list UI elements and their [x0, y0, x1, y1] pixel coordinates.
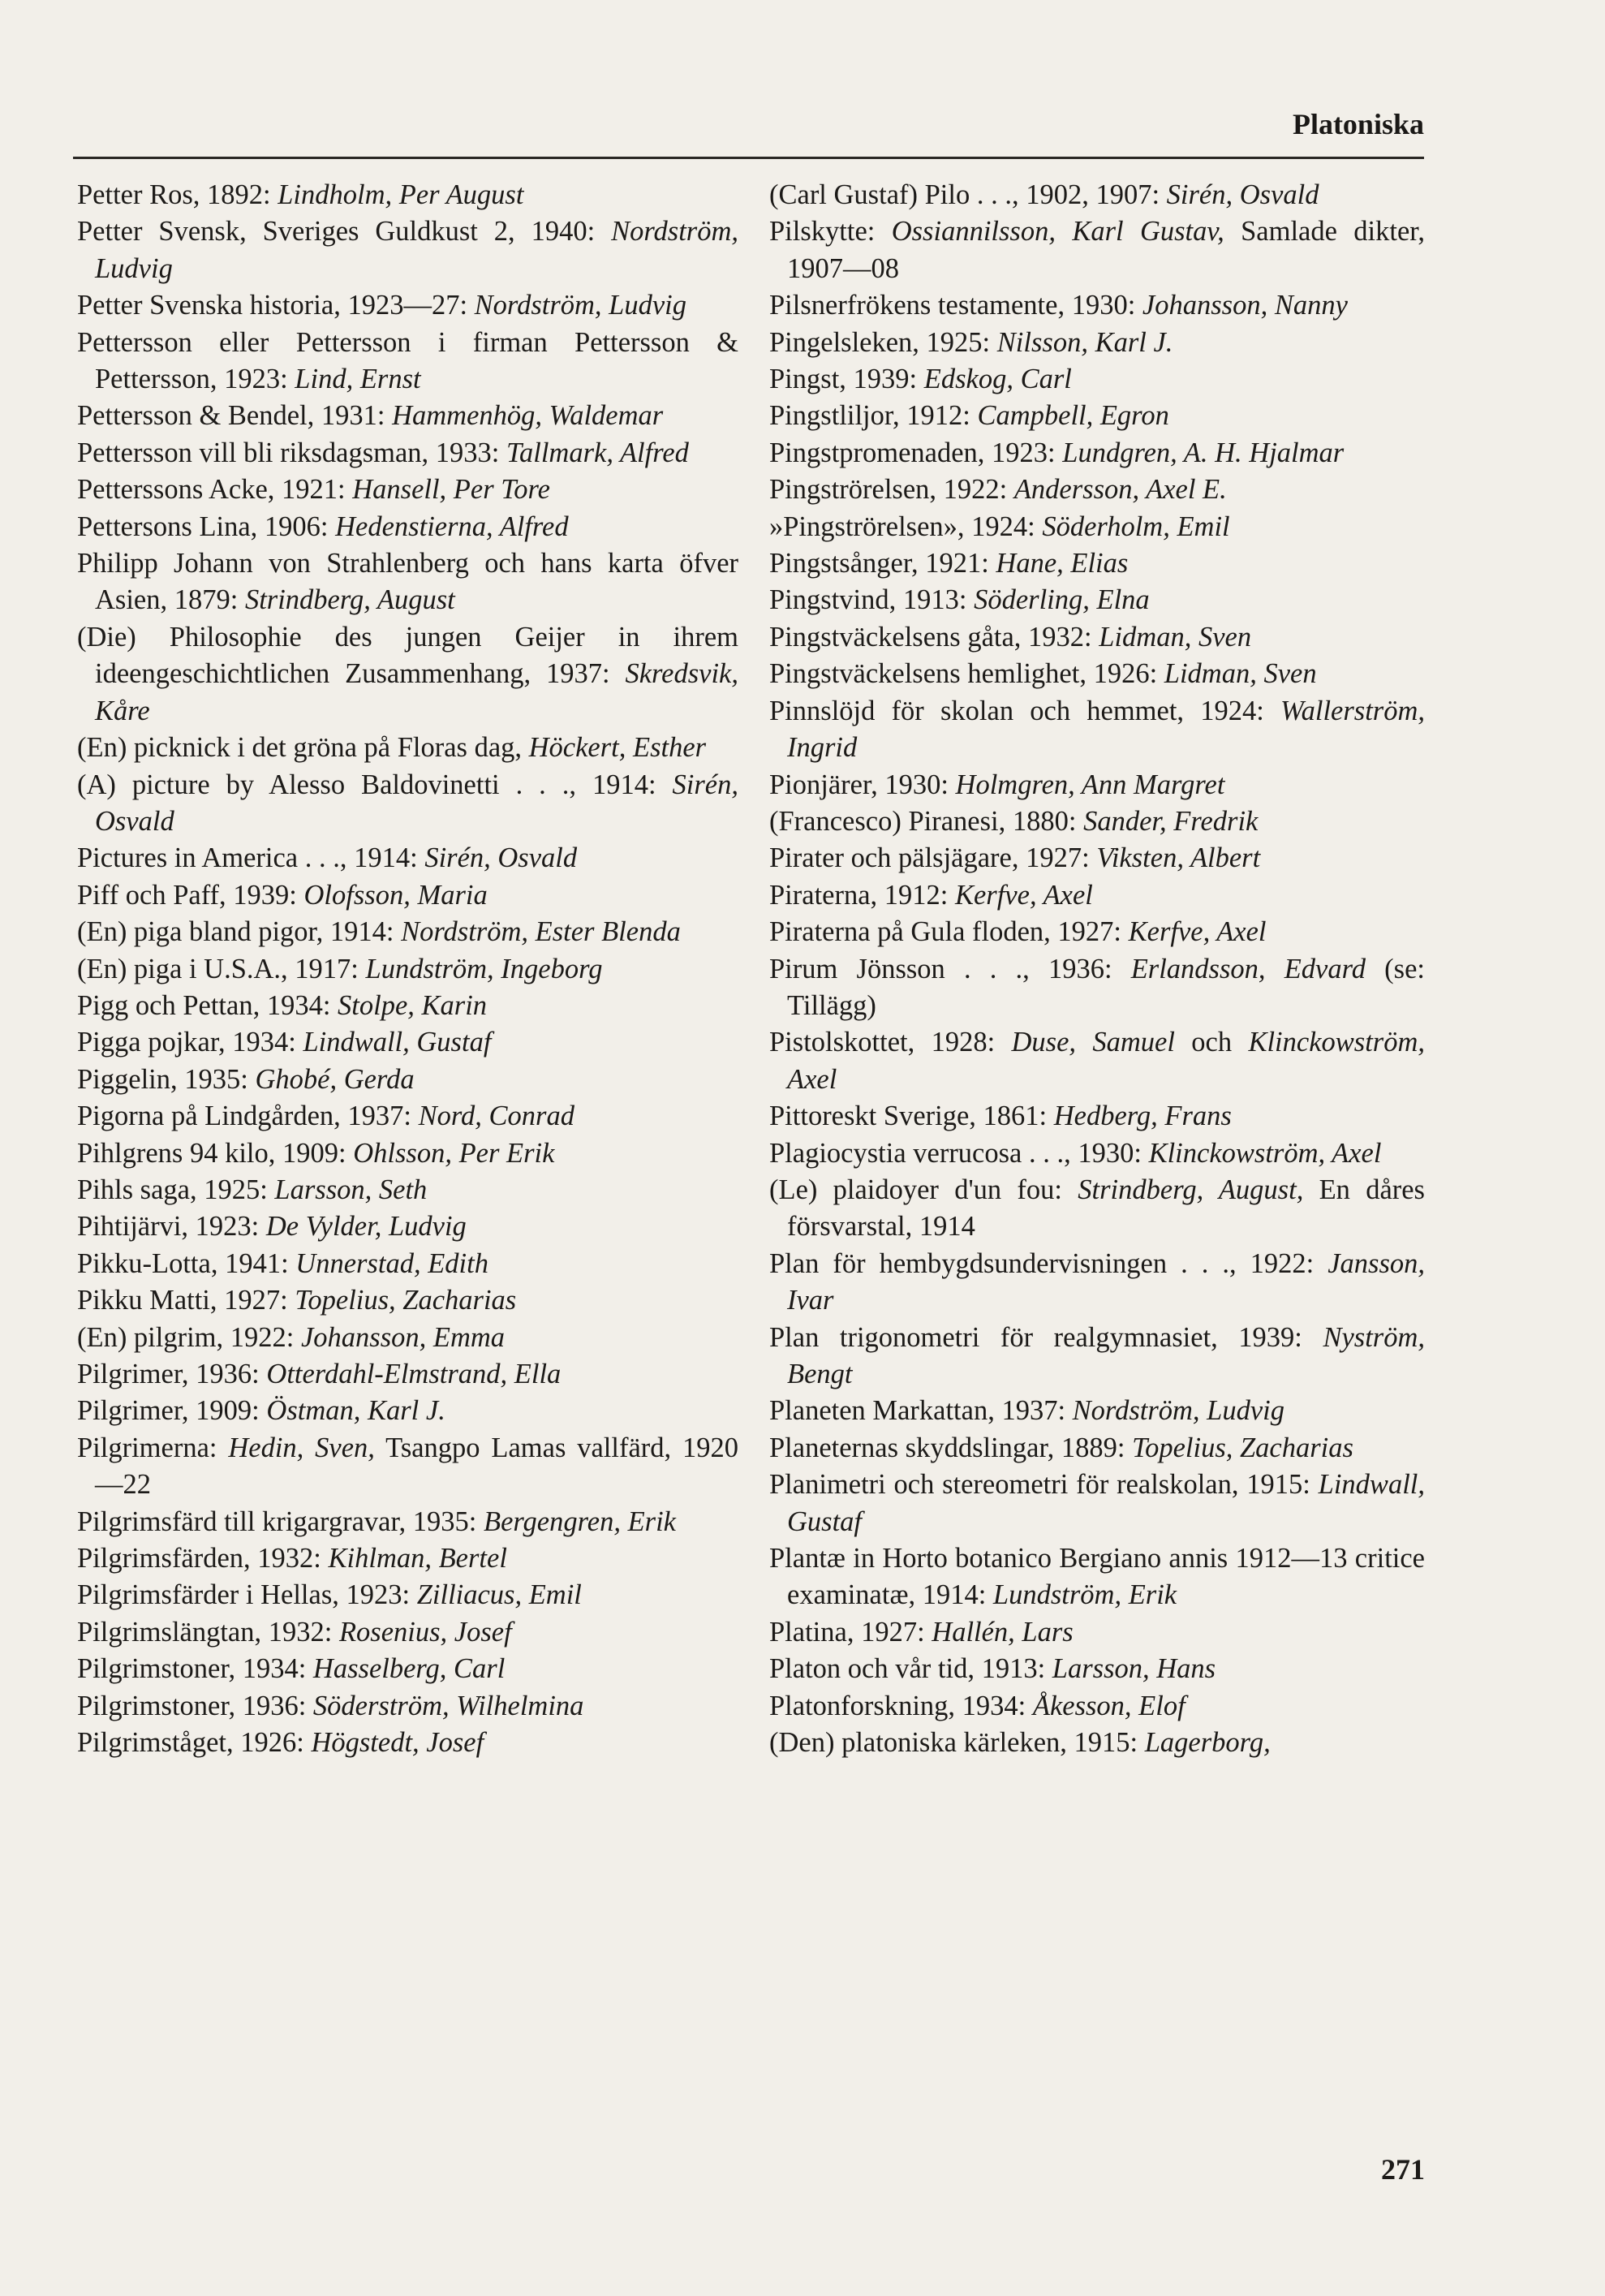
entry-author: Jansson, Ivar [787, 1247, 1425, 1316]
index-entry [77, 914, 738, 950]
entry-author: Duse, Samuel [1011, 1027, 1175, 1058]
entry-author: Kerfve, Axel [1128, 916, 1267, 948]
entry-author: Söderling, Elna [974, 584, 1150, 616]
entry-title: Pingelsleken, 1925: [769, 326, 997, 358]
entry-title: Pictures in America . . ., 1914: [77, 842, 425, 874]
index-entry [769, 1135, 1425, 1172]
entry-author: Hallén, Lars [932, 1616, 1074, 1648]
page-title: Platoniska [1292, 108, 1424, 140]
entry-author: Topelius, Zacharias [295, 1285, 517, 1316]
left-column [77, 177, 738, 1761]
entry-title: Pilgrimstoner, 1936: [77, 1690, 313, 1721]
index-entry [77, 325, 738, 398]
entry-title: Pettersson eller Pettersson i firman Pettersson & Pettersson, 1923: [77, 326, 738, 395]
entry-author: Sander, Fredrik [1083, 805, 1259, 837]
index-entry [77, 1062, 738, 1098]
entry-author: Nordström, Ester Blenda [401, 916, 681, 948]
entry-title: Philipp Johann von Strahlenberg och hans karta öfver Asien, 1879: [77, 548, 738, 616]
entry-title: Piggelin, 1935: [77, 1063, 256, 1095]
index-entry [77, 1320, 738, 1356]
entry-author: Hansell, Per Tore [352, 474, 550, 506]
entry-title: Pilgrimsfärder i Hellas, 1923: [77, 1579, 417, 1611]
entry-title: Planeternas skyddslingar, 1889: [769, 1432, 1133, 1463]
page-number: 271 [1381, 2153, 1425, 2186]
index-entry [77, 1208, 738, 1245]
entry-author: Lidman, Sven [1099, 621, 1252, 653]
entry-author: Klinckowström, Axel [787, 1027, 1425, 1095]
entry-author: Larsson, Seth [274, 1174, 428, 1205]
index-entry [77, 767, 738, 841]
entry-title: Platina, 1927: [769, 1616, 932, 1648]
entry-author: Bergengren, Erik [484, 1506, 676, 1537]
index-entry [769, 1172, 1425, 1246]
index-entry [77, 877, 738, 914]
index-entry [769, 803, 1425, 840]
index-entry [77, 1172, 738, 1208]
entry-author: Åkesson, Elof [1032, 1690, 1185, 1721]
entry-title: (En) pilgrim, 1922: [77, 1321, 301, 1353]
entry-title: Pettersson & Bendel, 1931: [77, 400, 393, 432]
entry-title: Plantæ in Horto botanico Bergiano annis 1912—13 critice examinatæ, 1914: [769, 1543, 1425, 1611]
entry-title: Pirater och pälsjägare, 1927: [769, 842, 1097, 874]
entry-author: Nyström, Bengt [787, 1321, 1425, 1389]
index-entry [769, 1430, 1425, 1467]
entry-author: Zilliacus, Emil [416, 1579, 582, 1611]
entry-title: (En) picknick i det gröna på Floras dag, [77, 732, 529, 764]
entry-title: Plagiocystia verrucosa . . ., 1930: [769, 1137, 1149, 1169]
index-entry [77, 287, 738, 324]
entry-author: Nord, Conrad [418, 1101, 574, 1132]
header-rule [73, 157, 1424, 159]
entry-title: Platonforskning, 1934: [769, 1690, 1033, 1721]
entry-author: Skredsvik, Kåre [95, 658, 738, 726]
entry-title: Pihtijärvi, 1923: [77, 1211, 266, 1243]
right-column [769, 177, 1425, 1761]
entry-author: Holmgren, Ann Margret [955, 769, 1225, 800]
index-entry [769, 1320, 1425, 1394]
index-entry [77, 1024, 738, 1061]
entry-title: Petter Ros, 1892: [77, 179, 278, 210]
entry-title: Pingstsånger, 1921: [769, 548, 996, 579]
entry-title: Piraterna, 1912: [769, 879, 955, 911]
index-entry [769, 1098, 1425, 1135]
index-entry [769, 619, 1425, 656]
index-entry [769, 1540, 1425, 1614]
entry-author: Klinckowström, Axel [1148, 1137, 1382, 1169]
entry-author: Östman, Karl J. [266, 1395, 445, 1427]
entry-title: Pikku Matti, 1927: [77, 1285, 295, 1316]
entry-title: Pingstpromenaden, 1923: [769, 437, 1063, 468]
entry-author: Lindholm, Per August [278, 179, 524, 210]
entry-author: Topelius, Zacharias [1132, 1432, 1353, 1463]
entry-title: Pittoreskt Sverige, 1861: [769, 1101, 1054, 1132]
entry-author: Johansson, Emma [300, 1321, 506, 1353]
entry-title: Planimetri och stereometri för realskolan, 1915: [769, 1469, 1319, 1501]
entry-title: Pilsnerfrökens testamente, 1930: [769, 290, 1142, 321]
running-header [73, 107, 1424, 140]
entry-title: Pigga pojkar, 1934: [77, 1027, 303, 1058]
index-entry [77, 472, 738, 508]
index-entry [769, 435, 1425, 472]
index-entry [769, 545, 1425, 582]
entry-title: Pilgrimer, 1909: [77, 1395, 267, 1427]
entry-title: Planeten Markattan, 1937: [769, 1395, 1073, 1427]
entry-author: Kerfve, Axel [954, 879, 1093, 911]
entry-title: Pilskytte: [769, 216, 892, 248]
index-entry [769, 767, 1425, 803]
index-entry [769, 177, 1425, 213]
entry-title: Piff och Paff, 1939: [77, 879, 304, 911]
entry-title: Plan trigonometri för realgymnasiet, 1939: [769, 1321, 1323, 1353]
entry-author: Hane, Elias [996, 548, 1129, 579]
index-entry [77, 1246, 738, 1282]
index-entry [769, 1467, 1425, 1540]
entry-title: Pilgrimsfärd till krigargravar, 1935: [77, 1506, 484, 1537]
entry-title-tail: (se: Tillägg) [787, 953, 1425, 1021]
entry-title: Pilgrimer, 1936: [77, 1359, 267, 1389]
index-entry [77, 1393, 738, 1429]
entry-author: Sirén, Osvald [424, 842, 578, 874]
entry-title: Pihlgrens 94 kilo, 1909: [77, 1137, 354, 1169]
index-entry [77, 730, 738, 766]
index-entry [77, 545, 738, 619]
entry-title: Petter Svensk, Sveriges Guldkust 2, 1940: [77, 216, 612, 248]
index-entry [77, 398, 738, 434]
entry-title: Pionjärer, 1930: [769, 769, 956, 800]
entry-title: Pilgrimsfärden, 1932: [77, 1543, 329, 1574]
index-entry [77, 1356, 738, 1393]
index-entry [769, 1024, 1425, 1098]
entry-author: Nordström, Ludvig [95, 216, 738, 284]
entry-title: (Die) Philosophie des jungen Geijer in ihrem ideengeschichtlichen Zusammenhang, 1937: [77, 621, 738, 690]
entry-author: Sirén, Osvald [1166, 179, 1319, 210]
index-entry [77, 1688, 738, 1725]
index-entry [77, 1577, 738, 1613]
index-entry [77, 1135, 738, 1172]
entry-author: Lagerborg, [1144, 1727, 1271, 1759]
entry-title: Pettersson vill bli riksdagsman, 1933: [77, 437, 506, 468]
entry-author: Campbell, Egron [977, 400, 1169, 432]
entry-author: Rosenius, Josef [338, 1616, 512, 1648]
index-entry [769, 840, 1425, 877]
entry-title: Pinnslöjd för skolan och hemmet, 1924: [769, 695, 1281, 726]
entry-title: Pingst, 1939: [769, 364, 924, 395]
entry-title: Pettersons Lina, 1906: [77, 510, 336, 542]
entry-title: Pingströrelsen, 1922: [769, 474, 1014, 506]
index-entry [77, 951, 738, 988]
entry-author: Olofsson, Maria [303, 879, 488, 911]
entry-author: Unnerstad, Edith [295, 1247, 488, 1279]
index-entry [77, 1282, 738, 1319]
entry-author: Söderström, Wilhelmina [312, 1690, 584, 1721]
entry-author: Kihlman, Bertel [328, 1543, 507, 1574]
entry-author: Wallerström, Ingrid [787, 695, 1425, 764]
entry-title: (En) piga bland pigor, 1914: [77, 916, 402, 948]
entry-author: Andersson, Axel E. [1013, 474, 1227, 506]
entry-title: Petter Svenska historia, 1923—27: [77, 290, 475, 321]
index-entry [77, 1540, 738, 1577]
index-entry [769, 1688, 1425, 1725]
index-entry [77, 1651, 738, 1687]
index-entry [769, 877, 1425, 914]
entry-title: Pilgrimstoner, 1934: [77, 1653, 313, 1685]
index-entry [77, 213, 738, 287]
index-entry [769, 361, 1425, 398]
entry-author: Ohlsson, Per Erik [353, 1137, 555, 1169]
entry-author: Lind, Ernst [295, 364, 421, 395]
entry-author: Högstedt, Josef [311, 1727, 484, 1759]
entry-title: Pilgrimerna: [77, 1432, 229, 1463]
index-entry [769, 325, 1425, 361]
index-entry [77, 435, 738, 472]
index-entry [77, 1430, 738, 1504]
entry-title: Piraterna på Gula floden, 1927: [769, 916, 1129, 948]
entry-title: Pingstväckelsens gåta, 1932: [769, 621, 1099, 653]
entry-author: De Vylder, Ludvig [265, 1211, 467, 1243]
index-entry [77, 177, 738, 213]
index-entry [769, 582, 1425, 618]
entry-title: Pikku-Lotta, 1941: [77, 1247, 296, 1279]
index-entry [77, 1098, 738, 1135]
entry-title: (A) picture by Alesso Baldovinetti . . ., 1914: [77, 769, 673, 800]
entry-author: Lundström, Ingeborg [365, 953, 603, 984]
entry-author: Stolpe, Karin [338, 989, 488, 1021]
index-entry [769, 1246, 1425, 1320]
entry-author: Edskog, Carl [923, 364, 1072, 395]
index-entry [769, 1651, 1425, 1687]
entry-author: Lundström, Erik [992, 1579, 1177, 1611]
entry-author: Erlandsson, Edvard [1130, 953, 1366, 984]
index-entry [77, 1504, 738, 1540]
entry-title-tail: En dåres försvarstal, 1914 [787, 1174, 1425, 1243]
index-entry [77, 988, 738, 1024]
entry-title: Pilgrimståget, 1926: [77, 1727, 312, 1759]
entry-author: Hedberg, Frans [1053, 1101, 1232, 1132]
entry-title: Pingstliljor, 1912: [769, 400, 978, 432]
entry-author: Lindwall, Gustaf [787, 1469, 1425, 1537]
entry-author: Viksten, Albert [1096, 842, 1261, 874]
entry-author: Hasselberg, Carl [312, 1653, 506, 1685]
entry-title: Pilgrimslängtan, 1932: [77, 1616, 339, 1648]
entry-title-tail: och [1174, 1027, 1249, 1058]
index-entry [769, 398, 1425, 434]
entry-author: Otterdahl-Elmstrand, Ella [266, 1359, 562, 1389]
index-entry [77, 509, 738, 545]
entry-author: Hedin, Sven, [228, 1432, 375, 1463]
entry-author: Ghobé, Gerda [255, 1063, 415, 1095]
index-entry [77, 840, 738, 877]
entry-title: Pistolskottet, 1928: [769, 1027, 1012, 1058]
entry-author: Ossiannilsson, Karl Gustav, [891, 216, 1224, 248]
entry-title: Pigorna på Lindgården, 1937: [77, 1101, 419, 1132]
index-entry [77, 619, 738, 730]
index-entry [769, 693, 1425, 767]
index-entry [769, 656, 1425, 692]
index-entry [769, 472, 1425, 508]
entry-author: Lindwall, Gustaf [303, 1027, 492, 1058]
index-entry [769, 951, 1425, 1025]
index-entry [769, 914, 1425, 950]
index-entry [769, 1614, 1425, 1651]
entry-author: Larsson, Hans [1052, 1653, 1216, 1685]
entry-title: Pigg och Pettan, 1934: [77, 989, 338, 1021]
entry-author: Nordström, Ludvig [1072, 1395, 1285, 1427]
index-entry [769, 509, 1425, 545]
entry-title: (Francesco) Piranesi, 1880: [769, 805, 1084, 837]
index-entry [769, 287, 1425, 324]
entry-author: Johansson, Nanny [1142, 290, 1348, 321]
index-entry [769, 1393, 1425, 1429]
entry-title: Pihls saga, 1925: [77, 1174, 275, 1205]
index-entry [769, 213, 1425, 287]
entry-author: Tallmark, Alfred [506, 437, 689, 468]
entry-author: Höckert, Esther [528, 732, 707, 764]
index-entry [77, 1725, 738, 1761]
entry-author: Nilsson, Karl J. [996, 326, 1173, 358]
entry-author: Söderholm, Emil [1042, 510, 1230, 542]
index-entry [77, 1614, 738, 1651]
entry-title: (Le) plaidoyer d'un fou: [769, 1174, 1078, 1205]
entry-author: Hammenhög, Waldemar [392, 400, 664, 432]
entry-author: Hedenstierna, Alfred [335, 510, 569, 542]
entry-author: Sirén, Osvald [95, 769, 738, 837]
entry-author: Strindberg, August [244, 584, 455, 616]
entry-title: Petterssons Acke, 1921: [77, 474, 353, 506]
entry-title-tail: Tsangpo Lamas vallfärd, 1920—22 [95, 1432, 739, 1501]
index-entry [769, 1725, 1425, 1761]
entry-title: Pirum Jönsson . . ., 1936: [769, 953, 1131, 984]
entry-title: (En) piga i U.S.A., 1917: [77, 953, 366, 984]
entry-title: Plan för hembygdsundervisningen . . ., 1922: [769, 1247, 1328, 1279]
entry-title: Pingstväckelsens hemlighet, 1926: [769, 658, 1164, 690]
entry-title-tail: Samlade dikter, 1907—08 [787, 216, 1425, 284]
entry-title: »Pingströrelsen», 1924: [769, 510, 1043, 542]
entry-author: Nordström, Ludvig [474, 290, 687, 321]
entry-title: (Den) platoniska kärleken, 1915: [769, 1727, 1145, 1759]
entry-author: Strindberg, August, [1078, 1174, 1304, 1205]
entry-title: Pingstvind, 1913: [769, 584, 975, 616]
entry-title: (Carl Gustaf) Pilo . . ., 1902, 1907: [769, 179, 1167, 210]
entry-author: Lidman, Sven [1164, 658, 1317, 690]
entry-title: Platon och vår tid, 1913: [769, 1653, 1052, 1685]
entry-author: Lundgren, A. H. Hjalmar [1062, 437, 1345, 468]
